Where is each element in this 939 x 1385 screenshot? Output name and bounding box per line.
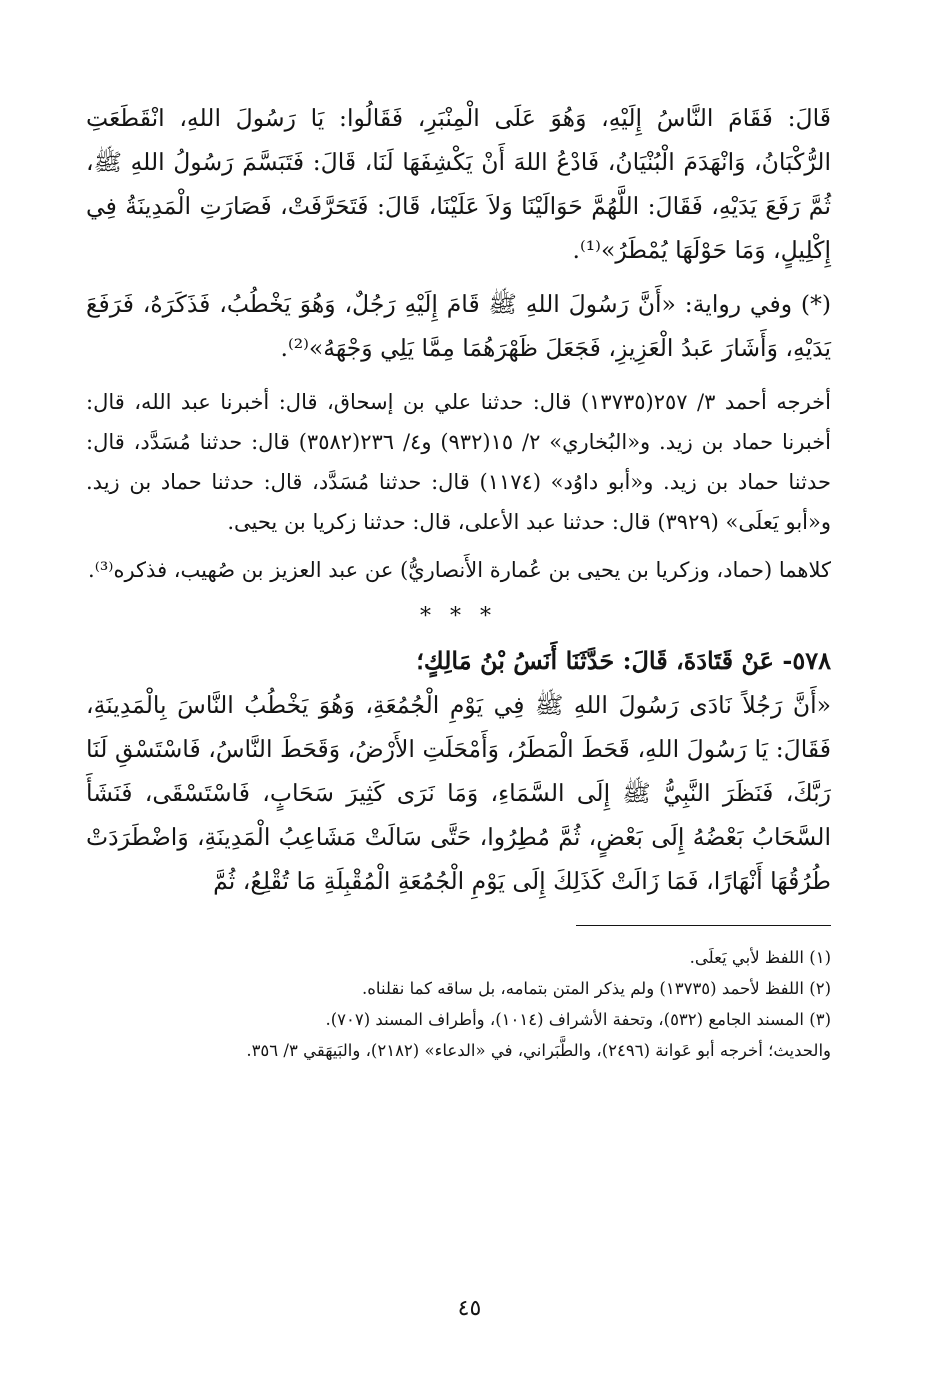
footnote-3: (٣) المسند الجامع (٥٣٢)، وتحفة الأشراف (١٠١٤)، وأطراف المسند (٧٠٧). [325,1010,831,1029]
hadith-577-continuation: قَالَ: فَقَامَ النَّاسُ إِلَيْهِ، وَهُوَ عَلَى الْمِنْبَرِ، فَقَالُوا: يَا رَسُولَ اللهِ، انْقَطَعَتِ الرُّكْبَانُ، وَانْهَدَمَ الْبُنْيَانُ، فَادْعُ اللهَ أَنْ يَكْشِفَهَا لَنَا، قَالَ: فَتَبَسَّمَ رَسُولُ اللهِ ﷺ، ثُمَّ رَفَعَ يَدَيْهِ، فَقَالَ: اللَّهُمَّ حَوَالَيْنَا وَلاَ عَلَيْنَا، قَالَ: فَتَحَرَّفَتْ، فَصَارَتِ الْمَدِينَةُ فِي إِكْلِيلٍ، وَمَا حَوْلَهَا يُمْطَرُ»⁽¹⁾. [86,104,831,264]
section-separator: * * * [420,604,497,629]
footnote-divider [576,925,831,926]
footnote-3-continuation: والحديث؛ أخرجه أبو عَوانة (٢٤٩٦)، والطَّبَراني، في «الدعاء» (٢١٨٢)، والبَيهَقي ٣/ ٣٥٦. [246,1041,831,1060]
hadith-578-text: «أَنَّ رَجُلاً نَادَى رَسُولَ اللهِ ﷺ فِي يَوْمِ الْجُمُعَةِ، وَهُوَ يَخْطُبُ النَّاسَ بِالْمَدِينَةِ، فَقَالَ: يَا رَسُولَ اللهِ، قَحَطَ الْمَطَرُ، وَأَمْحَلَتِ الأَرْضُ، وَقَحَطَ النَّاسُ، فَاسْتَسْقِ لَنَا رَبَّكَ، فَنَظَرَ النَّبِيُّ ﷺ إِلَى السَّمَاءِ، وَمَا نَرَى كَثِيرَ سَحَابٍ، فَاسْتَسْقَى، فَنَشَأَ السَّحَابُ بَعْضُهُ إِلَى بَعْضٍ، ثُمَّ مُطِرُوا، حَتَّى سَالَتْ مَشَاعِبُ الْمَدِينَةِ، وَاضْطَرَدَتْ طُرُقُهَا أَنْهَارًا، فَمَا زَالَتْ كَذَلِكَ إِلَى يَوْمِ الْجُمُعَةِ الْمُقْبِلَةِ مَا تُقْلِعُ، ثُمَّ [86,691,831,895]
footnote-1: (١) اللفظ لأبي يَعلَى. [689,948,831,967]
variant-narration: (*) وفي رواية: «أَنَّ رَسُولَ اللهِ ﷺ قَامَ إِلَيْهِ رَجُلٌ، وَهُوَ يَخْطُبُ، فَذَكَرَهُ، فَرَفَعَ يَدَيْهِ، وَأَشَارَ عَبدُ الْعَزِيزِ، فَجَعَلَ ظَهْرَهُمَا مِمَّا يَلِي وَجْهَهُ»⁽²⁾. [86,290,831,362]
takhrij-summary: كلاهما (حماد، وزكريا بن يحيى بن عُمارة الأَنصاريُّ) عن عبد العزيز بن صُهيب، فذكره⁽³⁾. [88,558,831,582]
takhrij-paragraph: أخرجه أحمد ٣/ ٢٥٧(١٣٧٣٥) قال: حدثنا علي بن إسحاق، قال: أخبرنا عبد الله، قال: أخبرنا حماد بن زيد. و«البُخاري» ٢/ ١٥(٩٣٢) و٤/ ٢٣٦(٣٥٨٢) قال: حدثنا مُسَدَّد، قال: حدثنا حماد بن زيد. و«أبو داوُد» (١١٧٤) قال: حدثنا مُسَدَّد، قال: حدثنا حماد بن زيد. و«أبو يَعلَى» (٣٩٢٩) قال: حدثنا عبد الأعلى، قال: حدثنا زكريا بن يحيى. [86,390,832,534]
footnotes [86,942,831,1066]
hadith-578-heading: ٥٧٨- عَنْ قَتَادَةَ، قَالَ: حَدَّثَنَا أَنَسُ بْنُ مَالِكٍ؛ [416,646,831,675]
footnote-2: (٢) اللفظ لأحمد (١٣٧٣٥) ولم يذكر المتن بتمامه، بل ساقه كما نقلناه. [362,979,831,998]
page-number: ٤٥ [457,1296,482,1321]
